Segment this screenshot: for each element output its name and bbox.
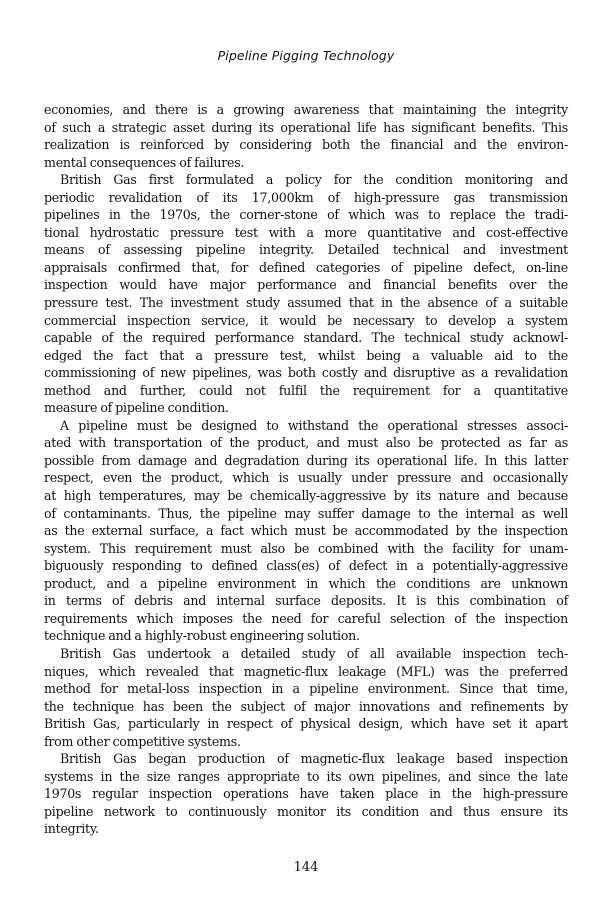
text-line: mental consequences of failures.	[44, 154, 245, 170]
text-line: integrity.	[44, 821, 99, 837]
text-line: product, and a pipeline environment in which the conditions are unknown	[44, 575, 568, 591]
text-line: pressure test. The investment study assumed that in the absence of a suitable	[44, 295, 568, 311]
text-line: requirements which imposes the need for careful selection of the inspection	[44, 610, 568, 626]
text-line: 1970s regular inspection operations have taken place in the high-pressure	[44, 786, 568, 802]
text-line: of contaminants. Thus, the pipeline may suffer damage to the internal as well	[44, 505, 568, 521]
text-line: at high temperatures, may be chemically-aggressive by its nature and because	[44, 488, 568, 504]
paragraph	[44, 101, 568, 171]
text-line: inspection would have major performance and financial benefits over the	[44, 277, 568, 293]
text-line: biguously responding to defined class(es) of defect in a potentially-aggressive	[44, 558, 568, 574]
page-number: 144	[293, 860, 319, 875]
text-line: of such a strategic asset during its operational life has significant benefits. This	[44, 119, 568, 135]
text-line: economies, and there is a growing awareness that maintaining the integrity	[44, 102, 568, 117]
text-line: capable of the required performance standard. The technical study acknowl-	[44, 330, 568, 346]
text-line: British Gas began production of magnetic-flux leakage based inspection	[60, 751, 568, 767]
text-line: in terms of debris and internal surface deposits. It is this combination of	[44, 593, 568, 609]
text-line: method and further, could not fulfil the requirement for a quantitative	[44, 382, 568, 398]
text-line: measure of pipeline condition.	[44, 400, 229, 416]
paragraph	[44, 171, 568, 417]
text-line: from other competitive systems.	[44, 733, 241, 749]
text-line: British Gas, particularly in respect of physical design, which have set it apart	[44, 716, 568, 732]
body-text	[44, 101, 568, 838]
text-line: pipelines in the 1970s, the corner-stone of which was to replace the tradi-	[44, 207, 568, 223]
paragraph	[44, 417, 568, 645]
paragraph	[44, 750, 568, 838]
text-line: A pipeline must be designed to withstand the operational stresses associ-	[60, 417, 568, 433]
text-line: realization is reinforced by considering both the financial and the environ-	[44, 137, 568, 153]
text-line: periodic revalidation of its 17,000km of high-pressure gas transmission	[44, 189, 568, 205]
text-line: edged the fact that a pressure test, whilst being a valuable aid to the	[44, 347, 568, 363]
text-line: as the external surface, a fact which must be accommodated by the inspection	[44, 523, 568, 539]
text-line: technique and a highly-robust engineering solution.	[44, 628, 360, 644]
text-line: appraisals confirmed that, for defined categories of pipeline defect, on-line	[44, 259, 568, 275]
running-head-title: Pipeline Pigging Technology	[217, 48, 395, 63]
paragraph	[44, 645, 568, 750]
text-line: British Gas first formulated a policy for the condition monitoring and	[60, 172, 568, 188]
text-line: British Gas undertook a detailed study of all available inspection tech-	[60, 645, 568, 661]
text-line: system. This requirement must also be combined with the facility for unam-	[44, 540, 568, 556]
text-line: the technique has been the subject of major innovations and refinements by	[44, 698, 568, 714]
text-line: method for metal-loss inspection in a pipeline environment. Since that time,	[44, 681, 568, 697]
text-line: possible from damage and degradation during its operational life. In this latter	[44, 452, 568, 468]
text-line: ated with transportation of the product, and must also be protected as far as	[44, 435, 568, 451]
text-line: pipeline network to continuously monitor its condition and thus ensure its	[44, 803, 568, 819]
text-line: systems in the size ranges appropriate to its own pipelines, and since the late	[44, 768, 568, 784]
text-line: tional hydrostatic pressure test with a more quantitative and cost-effective	[44, 224, 568, 240]
text-line: commissioning of new pipelines, was both costly and disruptive as a revalidation	[44, 365, 568, 381]
text-line: means of assessing pipeline integrity. Detailed technical and investment	[44, 242, 568, 258]
text-line: niques, which revealed that magnetic-flux leakage (MFL) was the preferred	[44, 663, 568, 679]
text-line: commercial inspection service, it would be necessary to develop a system	[44, 312, 568, 328]
text-line: respect, even the product, which is usually under pressure and occasionally	[44, 470, 568, 486]
